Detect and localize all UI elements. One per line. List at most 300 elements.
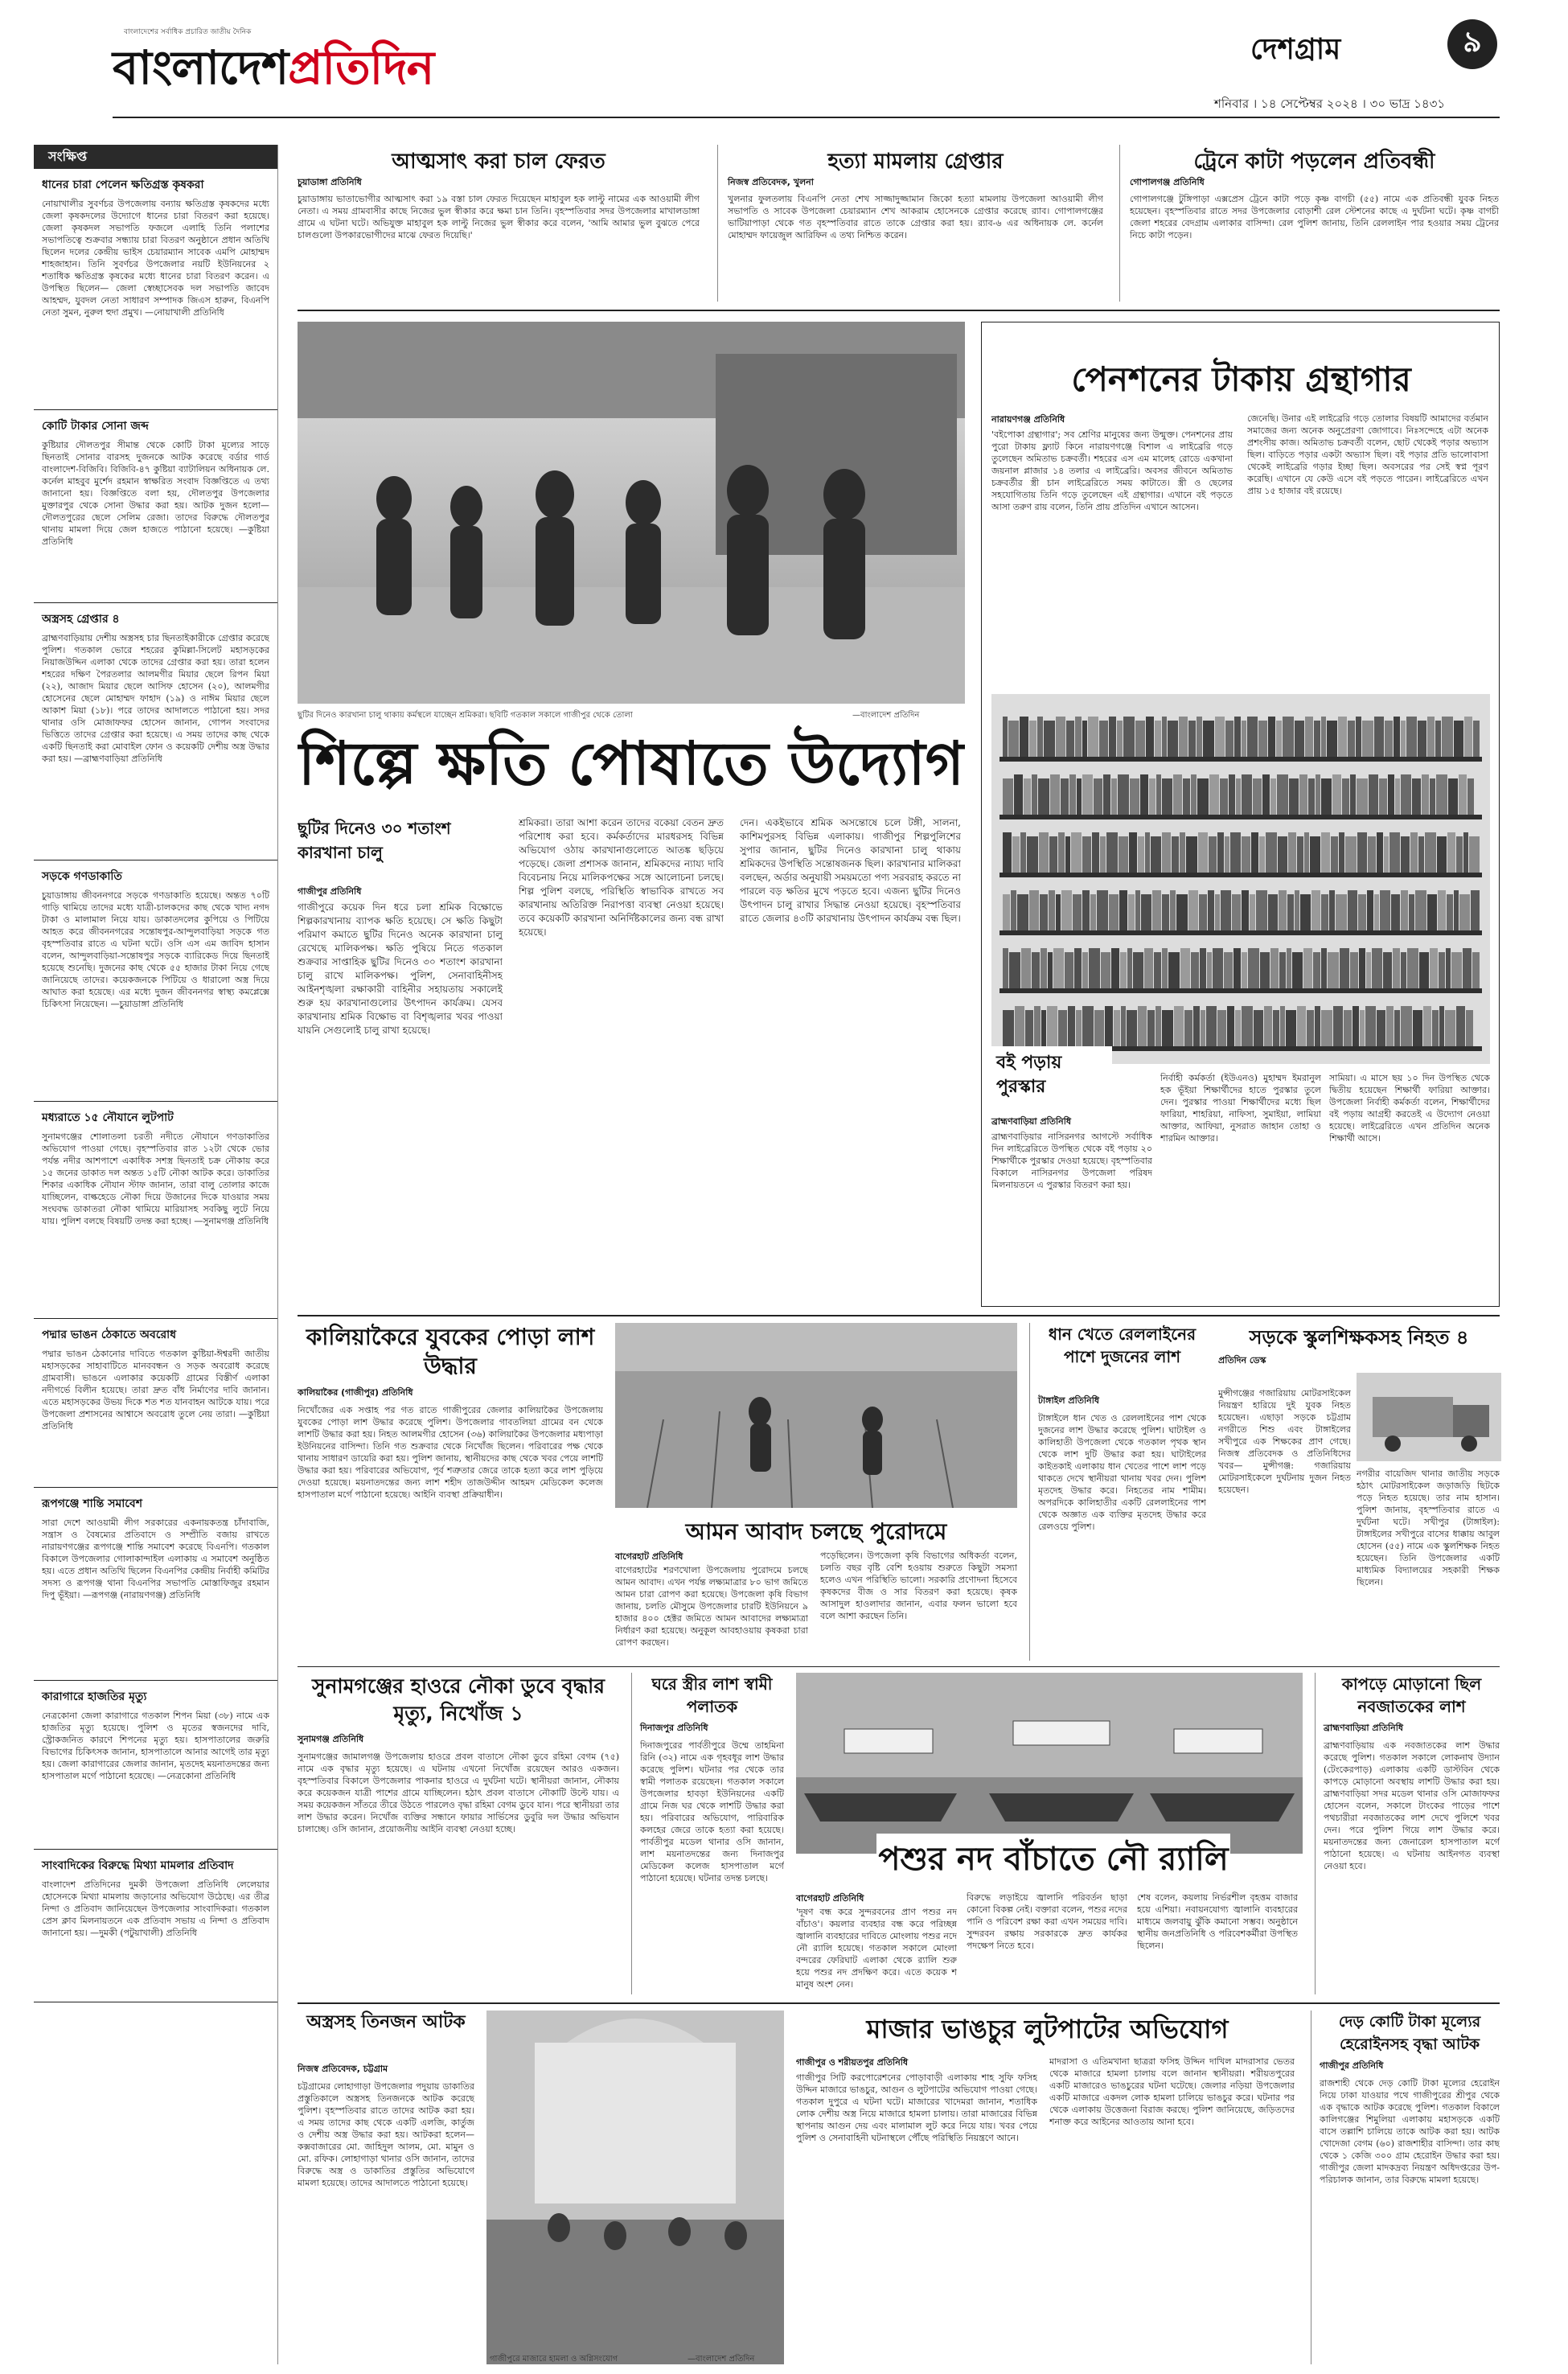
sidebar-header	[34, 145, 277, 169]
story-rally-title: পশুর নদ বাঁচাতে নৌ র‍্যালি	[876, 1834, 1230, 1885]
book-spine	[1111, 778, 1117, 815]
story-arms-body: চট্টগ্রামের লোহাগাড়া উপজেলার পদুয়ায় ডাকাতির প্রস্তুতিকালে অস্ত্রসহ তিনজনকে আটক করেছে পুলিশ। বৃহস্পতিবার রাতে তাদের আটক করা হয়। এ সময় তাদের কাছ থেকে একটি এলজি, কার্তুজ ও দেশীয় অস্ত্র উদ্ধার করা হয়। আটকরা হলেন— কক্সবাজারের মো. জাহিদুল আলম, মো. মামুন ও মো. রফিক। লোহাগাড়া থানার ওসি জানান, তাদের বিরুদ্ধে অস্ত্র ও ডাকাতির প্রস্তুতির অভিযোগে মামলা হয়েছে। তাদের আদালতে পাঠানো হয়েছে।	[298, 2081, 474, 2188]
book-spine	[1350, 774, 1356, 815]
book-spine	[1321, 948, 1327, 988]
top-story-1[interactable]	[298, 145, 700, 302]
book-spine	[1250, 894, 1255, 930]
sidebar-brief-body: সারা দেশে আওয়ামী লীগ সরকারের একনায়কতন্ত্র চাঁদাবাজি, সন্ত্রাস ও বৈষম্যের প্রতিবাদে ও সম্প্রীতি বজায় রাখতে নারায়ণগঞ্জের রূপগঞ্জে শান্তি সমাবেশ করেছে বিএনপি। গতকাল বিকালে উপজেলার গোলাকান্দাইল এলাকায় এ সমাবেশ অনুষ্ঠিত হয়। এতে প্রধান অতিথি ছিলেন বিএনপির কেন্দ্রীয় নির্বাহী কমিটির সদস্য ও রূপগঞ্জ থানা বিএনপির সভাপতি মোস্তাফিজুর রহমান দিপু ভূঁইয়া। —রূপগঞ্জ (নারায়ণগঞ্জ) প্রতিনিধি	[42, 1518, 269, 1600]
book-spine	[1032, 952, 1040, 988]
book-spine	[1061, 778, 1069, 815]
story-aman-body-1: বাগেরহাটের শরণখোলা উপজেলায় পুরোদমে চলছে আমন আবাদ। এখন পর্যন্ত লক্ষ্যমাত্রার ৮০ ভাগ জমিতে আমন চারা রোপণ করা হয়েছে। উপজেলা কৃষি বিভাগ জানায়, চলতি মৌসুমে উপজেলার চারটি ইউনিয়নে ৯ হাজার ৪০০ হেক্টর জমিতে আমন আবাদের লক্ষ্যমাত্রা নির্ধারণ করা হয়েছে। অনুকূল আবহাওয়ায় কৃষকরা চারা রোপণ করছেন।	[615, 1565, 808, 1648]
book-spine	[1401, 1006, 1412, 1046]
top-story-2[interactable]	[717, 145, 1103, 302]
book-spine	[1032, 774, 1037, 815]
book-spine	[1303, 948, 1312, 988]
book-spine	[1289, 778, 1299, 815]
shelf-plank	[999, 930, 1482, 935]
book-spine	[1082, 836, 1091, 873]
book-spine	[1277, 774, 1288, 815]
top-story-2-title: হত্যা মামলায় গ্রেপ্তার	[827, 150, 1004, 172]
book-spine	[1432, 1010, 1439, 1046]
lead-title: শিল্পে ক্ষতি পোষাতে উদ্যোগ	[298, 729, 965, 799]
book-spine	[1454, 721, 1463, 757]
book-spine	[1024, 778, 1031, 815]
library-body-1: 'বইপোকা গ্রন্থাগার'; সব শ্রেণির মানুষের জন্য উন্মুক্ত। পেনশনের প্রায় পুরো টাকায় ফ্ল্যাট কিনে নারায়ণগঞ্জে বিশাল এ লাইব্রেরি গড়ে তুলেছেন অমিতাভ চক্রবর্তী। শহরের এস এম মালেহ রোডে একখানা জয়নাল প্লাজার ১৪ তলার এ লাইব্রেরি। অবসর জীবনে অমিতাভ চক্রবর্তীর স্ত্রী চান লাইব্রেরিতে সময় কাটাতে। স্ত্রী ও ছেলের সহযোগিতায় তিনি গড়ে তুলেছেন এই গ্রন্থাগার। এখানে বই পড়তে আসা তরুণ রায় বলেন, তিনি প্রায় প্রতিদিন এখানে আসেন।	[991, 429, 1233, 512]
book-spine	[1073, 894, 1082, 930]
sidebar-brief-body: নোয়াখালীর সুবর্ণচর উপজেলায় বন্যায় ক্ষতিগ্রস্ত কৃষকদের মধ্যে জেলা কৃষকদলের উদ্যোগে ধানের চারা বিতরণ করা হয়েছে। জেলা কৃষকদল সভাপতি ফজলে এলাহি তিনি পলাশের সভাপতিত্বে শুক্রবার সন্ধ্যায় চারা বিতরণ অনুষ্ঠানে প্রধান অতিথি ছিলেন দলের কেন্দ্রীয় ভাইস চেয়ারম্যান সাবেক এমপি মোহাম্মদ শাহজাহান। তিনি সুবর্ণচর উপজেলার নয়টি ইউনিয়নের ২ শতাধিক ক্ষতিগ্রস্ত কৃষকের মধ্যে ধানের চারা বিতরণ করেন। এ উপস্থিত ছিলেন— জেলা স্বেচ্ছাসেবক দল সভাপতি জাবেদ আহম্মদ, যুবদল নেতা সাধারণ সম্পাদক জিএস হারুন, বিএনপি নেতা সুমন, নুরুল হুদা প্রমুখ। —নোয়াখালী প্রতিনিধি	[42, 199, 269, 318]
book-spine	[1020, 832, 1026, 873]
book-spine	[1374, 717, 1384, 757]
book-spine	[1264, 1006, 1272, 1046]
story-rally-body-3: শেষ বলেন, কয়লায় নির্ভরশীল বৃহত্তম বাজার হয়ে এশিয়া। নবায়নযোগ্য জ্বালানি ব্যবহারের মাধ্যমে জলবায়ু ঝুঁকি কমানো সম্ভব। অনুষ্ঠানে স্থানীয় জনপ্রতিনিধি ও পরিবেশকর্মীরা উপস্থিত ছিলেন।	[1137, 1892, 1298, 1951]
book-spine	[1310, 836, 1320, 873]
book-spine	[1056, 894, 1061, 930]
book-spine	[1279, 952, 1286, 988]
book-spine	[1188, 721, 1196, 757]
book-spine	[1374, 894, 1379, 930]
book-spine	[1401, 774, 1411, 815]
page-number-badge	[1447, 19, 1497, 69]
book-spine	[1198, 832, 1208, 873]
book-spine	[1372, 948, 1382, 988]
book-spine	[1391, 894, 1400, 930]
book-spine	[1140, 774, 1148, 815]
book-spine	[1358, 894, 1366, 930]
book-spine	[1437, 836, 1447, 873]
lead-photo-credit: —বাংলাদেশ প্রতিদিন	[852, 711, 920, 720]
book-spine	[1090, 894, 1096, 930]
book-spine	[1242, 1006, 1253, 1046]
book-spine	[1082, 1006, 1094, 1046]
book-spine	[1111, 948, 1119, 988]
sidebar-brief-body: চুয়াডাঙ্গায় জীবননগরে সড়কে গণডাকাতি হয়েছে। অন্তত ৭০টি গাড়ি থামিয়ে তাদের মধ্যে যাত্রী-চালকদের কাছ থেকে খাদ্য নগদ টাকা ও মালামাল নিয়ে যায়। ডাকাতদলের কুপিয়ে ও পিটিয়ে আহত করে জীবননগরের সন্তোষপুর-আন্দুলবাড়িয়া সড়কে গত বৃহস্পতিবার রাতে এ ঘটনা ঘটে। ওসি এস এম জাবিদ হাসান বলেন, আন্দুলবাড়িয়া-সন্তোষপুর সড়কে ব্যারিকেড দিয়ে ছিনতাই হয়েছে শুনেছি। দুজনের কাছ থেকে ৫৫ হাজার টাকা নিয়ে গেছে জানিয়েছে তাদের। কয়েকজনকে পিটিয়ে ও ধারালো অস্ত্র দিয়ে আঘাত করা হয়েছে। এর মধ্যে দুজন জীবননগর স্বাস্থ্য কমপ্লেক্সে চিকিৎসা নিয়েছেন। —চুয়াডাঙ্গা প্রতিনিধি	[42, 890, 269, 1009]
book-spine	[1278, 836, 1287, 873]
book-spine	[1344, 1010, 1352, 1046]
book-spine	[1393, 948, 1400, 988]
book-spine	[1041, 1010, 1046, 1046]
book-spine	[1466, 1010, 1473, 1046]
library-box[interactable]	[981, 322, 1500, 1307]
top-story-2-byline: নিজস্ব প্রতিবেদক, খুলনা	[728, 177, 814, 187]
book-spine	[1184, 1010, 1192, 1046]
book-spine	[1297, 1006, 1306, 1046]
book-spine	[1077, 778, 1082, 815]
book-spine	[1459, 894, 1470, 930]
sidebar-brief-body: নেত্রকোনা জেলা কারাগারে গতকাল শিপন মিয়া (৩৮) নামে এক হাজতির মৃত্যু হয়েছে। পুলিশ ও মৃতের স্বজনদের দাবি, স্ট্রোকজনিত কারণে শিপনের মৃত্যু হয়। হাসপাতালের জরুরি বিভাগের চিকিৎসক জানান, হাসপাতালে আনার আগেই তার মৃত্যু হয়। জেলা কারাগারের জেলার জানান, মৃতদেহ ময়নাতদন্তের জন্য হাসপাতাল মর্গে পাঠানো হয়েছে। —নেত্রকোনা প্রতিনিধি	[42, 1711, 269, 1781]
book-spine	[1321, 717, 1326, 757]
book-spine	[1003, 948, 1008, 988]
book-spine	[1447, 894, 1453, 930]
sidebar-brief[interactable]	[34, 860, 277, 1102]
book-spine	[1217, 1010, 1226, 1046]
story-mazar[interactable]	[486, 2011, 1299, 2364]
book-spine	[1242, 890, 1249, 930]
book-spine	[1162, 832, 1171, 873]
book-spine	[1438, 890, 1446, 930]
masthead-title-black: বাংলাদেশ	[113, 40, 289, 95]
top-stories-divider	[298, 310, 1500, 311]
library-sub-byline: ব্রাহ্মণবাড়িয়া প্রতিনিধি	[991, 1116, 1072, 1127]
story-rail-body: টাঙ্গাইলে ধান খেত ও রেললাইনের পাশ থেকে দুজনের লাশ উদ্ধার করেছে পুলিশ। ঘাটাইল ও কালিহাতী উপজেলা থেকে গতকাল পৃথক স্থান থেকে লাশ দুটি উদ্ধার করা হয়। ঘাটাইলের কাইতকাই এলাকায় ধান খেতের পাশে লাশ পড়ে থাকতে দেখে স্থানীয়রা থানায় খবর দেন। পুলিশ মৃতদেহ উদ্ধার করে। নিহতের নাম শামীম। অপরদিকে কালিহাতীর একটি রেললাইনের পাশ থেকে অজ্ঞাত এক ব্যক্তির মৃতদেহ উদ্ধার করে রেলওয়ে পুলিশ।	[1038, 1413, 1206, 1532]
book-spine	[1172, 836, 1179, 873]
book-spine	[1068, 1006, 1075, 1046]
story-arms[interactable]	[298, 2011, 474, 2364]
book-spine	[1058, 1010, 1067, 1046]
story-mazar-byline: গাজীপুর ও শরীয়তপুর প্রতিনিধি	[796, 2057, 909, 2068]
book-spine	[1436, 774, 1447, 815]
book-spine	[1254, 1010, 1263, 1046]
book-spine	[1439, 1006, 1444, 1046]
book-spine	[1034, 1006, 1041, 1046]
lead-story[interactable]	[298, 322, 965, 1311]
book-spine	[1155, 721, 1161, 757]
masthead-title-red: প্রতিদিন	[288, 40, 434, 95]
story-kaliakoir-byline: কালিয়াকৈর (গাজীপুর) প্রতিনিধি	[298, 1387, 413, 1398]
book-spine	[1407, 948, 1418, 988]
story-kafon-byline: ব্রাহ্মণবাড়িয়া প্রতিনিধি	[1324, 1723, 1404, 1733]
book-spine	[1040, 894, 1048, 930]
story-school-body-2: নগরীর বায়েজিদ থানার জাতীয় সড়কে হঠাৎ মোটরসাইকেল জড়াজড়ি ছিটকে পড়ে নিহত হয়েছে। তার নাম হাসান। পুলিশ জানায়, বৃহস্পতিবার রাতে এ দুর্ঘটনা ঘটে। সখীপুর (টাঙ্গাইল): টাঙ্গাইলের সখীপুরে বাসের ধাক্কায় আবুল হোসেন (৫৫) নামে এক স্কুলশিক্ষক নিহত হয়েছেন। তিনি উপজেলার একটি মাধ্যমিক বিদ্যালয়ের সহকারী শিক্ষক ছিলেন।	[1357, 1468, 1500, 1587]
book-spine	[1423, 1006, 1431, 1046]
book-spine	[1287, 894, 1294, 930]
book-spine	[1332, 774, 1341, 815]
story-wife[interactable]	[631, 1673, 784, 1994]
book-spine	[1012, 836, 1020, 873]
book-spine	[1014, 774, 1023, 815]
book-spine	[1384, 836, 1389, 873]
lead-photo[interactable]	[298, 322, 965, 704]
book-spine	[1446, 948, 1451, 988]
truck-photo[interactable]	[1357, 1373, 1501, 1461]
sidebar	[34, 145, 278, 2364]
book-spine	[1049, 836, 1057, 873]
book-spine	[1336, 894, 1347, 930]
book-spine	[1367, 890, 1373, 930]
book-spine	[1224, 952, 1233, 988]
book-spine	[1118, 774, 1129, 815]
book-spine	[1191, 952, 1199, 988]
book-spine	[1207, 952, 1212, 988]
book-spine	[1242, 836, 1250, 873]
sidebar-brief[interactable]	[34, 1488, 277, 1681]
book-spine	[1119, 836, 1128, 873]
book-spine	[1162, 778, 1172, 815]
book-spine	[1447, 832, 1455, 873]
sidebar-brief-title: কোটি টাকার সোনা জব্দ	[42, 420, 149, 433]
book-spine	[1029, 890, 1039, 930]
book-spine	[1307, 1010, 1314, 1046]
book-spine	[1295, 721, 1304, 757]
story-mazar-body-2: মাদরাসা ও এতিমখানা ছাত্ররা ফসিহ উদ্দিন দাখিল মাদরাসার ভেতর থেকে মাজারে হামলা চালায় বলে জানান স্থানীয়রা। শরীয়তপুরের একটি মাজারেও ভাঙচুরের ঘটনা ঘটেছে। জেলার নড়িয়া উপজেলার একটি মাজারে একদল লোক হামলা চালিয়ে ভাঙচুর করে। ঘটনার পর থেকে এলাকায় উত্তেজনা বিরাজ করছে। পুলিশ জানিয়েছে, জড়িতদের শনাক্ত করে আইনের আওতায় আনা হবে।	[1049, 2056, 1295, 2127]
story-kaliakoir[interactable]	[298, 1323, 603, 1661]
book-spine	[1297, 836, 1303, 873]
book-spine	[1089, 948, 1100, 988]
book-spine	[1209, 836, 1217, 873]
shelf-plank	[999, 757, 1482, 762]
book-spine	[1359, 948, 1365, 988]
book-spine	[1328, 952, 1339, 988]
sidebar-brief[interactable]	[34, 1319, 277, 1488]
book-spine	[1383, 952, 1392, 988]
book-spine	[1321, 1010, 1332, 1046]
sidebar-brief-title: মধ্যরাতে ১৫ নৌযানে লুটপাট	[42, 1111, 174, 1124]
story-school-byline: প্রতিদিন ডেস্ক	[1218, 1355, 1266, 1366]
top-story-3[interactable]	[1119, 145, 1499, 302]
book-spine	[1287, 948, 1291, 988]
book-spine	[1270, 948, 1279, 988]
story-kafon[interactable]	[1315, 1673, 1500, 1994]
story-mazar-body-1: গাজীপুর সিটি করপোরেশনের পোড়াবাড়ী এলাকায় শাহ সুফি ফসিহ উদ্দিন মাজারে ভাঙচুর, আগুন ও লুটপাটের অভিযোগ পাওয়া গেছে। গতকাল দুপুরে এ ঘটনা ঘটে। মাজারের খাদেমরা জানান, শতাধিক লোক দেশীয় অস্ত্র নিয়ে মাজারে হামলা চালায়। তারা মাজারের বিভিন্ন স্থাপনায় আগুন দেয় এবং মালামাল লুট করে নিয়ে যায়। খবর পেয়ে পুলিশ ও সেনাবাহিনী ঘটনাস্থলে পৌঁছে পরিস্থিতি নিয়ন্ত্রণে আনে।	[796, 2072, 1037, 2143]
book-spine	[1248, 948, 1259, 988]
book-spine	[1456, 836, 1463, 873]
shelf-plank	[999, 873, 1482, 877]
book-spine	[1149, 778, 1155, 815]
book-spine	[1412, 778, 1421, 815]
book-spine	[1232, 894, 1241, 930]
book-spine	[1082, 952, 1088, 988]
book-spine	[1329, 890, 1335, 930]
book-spine	[1260, 952, 1270, 988]
book-spine	[1017, 894, 1028, 930]
book-spine	[1135, 890, 1140, 930]
book-spine	[1377, 1010, 1385, 1046]
book-spine	[1230, 832, 1241, 873]
sidebar-brief[interactable]	[34, 410, 277, 603]
sidebar-brief-body: ব্রাহ্মণবাড়িয়ায় দেশীয় অস্ত্রসহ চার ছিনতাইকারীকে গ্রেপ্তার করেছে পুলিশ। গতকাল ভোরে শহরের কুমিল্লা-সিলেট মহাসড়কের নিয়াজউদ্দিন এলাকা থেকে তাদের গ্রেপ্তার করা হয়। তারা হলেন শহরের দক্ষিণ পৈরতলার আলমগীর মিয়ার ছেলে রিপন মিয়া (২২), আজাদ মিয়ার ছেলে আসিফ হোসেন (২০), আলমগীর হোসেনের ছেলে মোহাম্মদ ফাহাদ (১৯) ও নাঈম মিয়ার ছেলে আকাশ মিয়া (১৮)। পরে তাদের আদালতে পাঠানো হয়। সদর থানার ওসি মোজাফফর হোসেন জানান, গোপন সংবাদের ভিত্তিতে তাদের গ্রেপ্তার করা হয়েছে। এ সময় তাদের কাছ থেকে একটি ছিনতাই করা মোবাইল ফোন ও কয়েকটি দেশীয় অস্ত্র উদ্ধার করা হয়। —ব্রাহ্মণবাড়িয়া প্রতিনিধি	[42, 633, 269, 764]
book-spine	[1377, 832, 1383, 873]
book-spine	[1473, 721, 1480, 757]
book-spine	[1292, 952, 1303, 988]
book-spine	[1463, 832, 1468, 873]
book-spine	[1069, 774, 1076, 815]
library-photo[interactable]	[991, 694, 1490, 1064]
book-spine	[1208, 890, 1214, 930]
book-spine	[1003, 832, 1012, 873]
book-spine	[1109, 717, 1116, 757]
issue-date: শনিবার । ১৪ সেপ্টেম্বর ২০২৪ । ৩০ ভাদ্র ১৪৩১	[1214, 97, 1446, 111]
book-spine	[1053, 948, 1064, 988]
sidebar-brief-body: সুনামগঞ্জের শোলাতলা চরতী নদীতে নৌযানে গণডাকাতির অভিযোগ পাওয়া গেছে। বৃহস্পতিবার রাত ১২টা থেকে ভোর পর্যন্ত নদীর আশপাশে একাধিক সশস্ত্র ছিনতাই চক্র নৌকায় করে ১৫ জনের ডাকাত দল অন্তত ১৫টি নৌকা আটক করে। ডাকাতির শিকার একাধিক নৌযান স্টাফ জানান, তারা বালু তোলার কাজে যাচ্ছিলেন, বাল্কহেডে নৌকা দিয়ে উজানের দিকে যাওয়ার সময় সংঘবদ্ধ ডাকাতরা নৌকা থামিয়ে মারিয়াসহ সবকিছু লুটে নিয়ে যায়। পুলিশ বলছে বিষয়টি তদন্ত করা হচ্ছে। —সুনামগঞ্জ প্রতিনিধি	[42, 1132, 269, 1226]
book-spine	[1456, 1006, 1465, 1046]
book-spine	[1197, 717, 1202, 757]
mazar-photo[interactable]	[486, 2011, 784, 2364]
book-spine	[1394, 717, 1400, 757]
book-spine	[1300, 894, 1311, 930]
book-spine	[1227, 1006, 1234, 1046]
book-spine	[1360, 1010, 1365, 1046]
book-spine	[1311, 890, 1320, 930]
sidebar-brief-body: পদ্মার ভাঙন ঠেকানোর দাবিতে গতকাল কুষ্টিয়া-ঈশ্বরদী জাতীয় মহাসড়কের সাহাবাটিতে মানববন্ধন ও সড়ক অবরোধ করেছে গ্রামবাসী। ভাঙনে এলাকার কয়েকটি গ্রামের বিস্তীর্ণ এলাকা নদীগর্ভে বিলীন হয়েছে। তারা দ্রুত বাঁধ নির্মাণের দাবি জানান। এতে মহাসড়কের উভয় দিকে শত শত যানবাহন আটকে যায়। পরে উপজেলা প্রশাসনের আশ্বাসে অবরোধ তুলে নেয় তারা। —কুষ্টিয়া প্রতিনিধি	[42, 1349, 269, 1431]
sidebar-brief[interactable]	[34, 1681, 277, 1850]
book-spine	[1114, 1010, 1120, 1046]
book-spine	[1242, 952, 1247, 988]
book-spine	[1314, 721, 1320, 757]
masthead-title	[113, 39, 433, 97]
book-spine	[1242, 774, 1252, 815]
story-aman[interactable]	[615, 1323, 1017, 1661]
book-spine	[1109, 894, 1119, 930]
book-spine	[1049, 890, 1055, 930]
book-spine	[1369, 774, 1378, 815]
story-school-title: সড়কে স্কুলশিক্ষকসহ নিহত ৪	[1249, 1326, 1469, 1349]
book-spine	[1299, 774, 1307, 815]
book-spine	[1162, 1010, 1173, 1046]
book-spine	[1321, 894, 1328, 930]
book-spine	[1401, 721, 1406, 757]
book-spine	[1138, 1006, 1147, 1046]
book-spine	[1188, 890, 1198, 930]
book-spine	[1162, 894, 1169, 930]
book-spine	[1308, 778, 1315, 815]
book-spine	[1092, 832, 1099, 873]
book-spine	[1463, 948, 1472, 988]
book-spine	[1339, 832, 1344, 873]
book-spine	[1082, 890, 1090, 930]
book-spine	[1105, 1006, 1113, 1046]
book-spine	[1129, 832, 1137, 873]
book-spine	[1259, 836, 1265, 873]
book-spine	[1094, 778, 1102, 815]
book-spine	[1316, 774, 1320, 815]
book-spine	[1348, 890, 1357, 930]
book-spine	[1357, 832, 1367, 873]
book-spine	[1471, 890, 1480, 930]
book-spine	[1233, 948, 1241, 988]
book-spine	[1313, 952, 1320, 988]
lead-body-col-2: শ্রমিকরা। তারা আশা করেন তাদের বকেয়া বেতন দ্রুত পরিশোধ করা হবে। কর্মকর্তাদের মারধরসহ বিভিন্ন অভিযোগ ওঠায় কারখানাগুলোতে আতঙ্ক ছড়িয়ে পড়েছে। জেলা প্রশাসক জানান, শ্রমিকদের ন্যায্য দাবি বিবেচনায় নিয়ে মালিকপক্ষের সঙ্গে আলোচনা চলছে। শিল্প পুলিশ বলছে, পরিস্থিতি স্বাভাবিক রাখতে সব কারখানায় অতিরিক্ত নিরাপত্তা ব্যবস্থা নেওয়া হয়েছে। তবে কয়েকটি কারখানা অনির্দিষ্টকালের জন্য বন্ধ রাখা হয়েছে।	[519, 817, 724, 938]
sidebar-brief-body: বাংলাদেশ প্রতিদিনের দুমকী উপজেলা প্রতিনিধি লেলেয়ার হোসেনকে মিথ্যা মামলায় জড়ানোর অভিযোগ উঠেছে। এর তীব্র নিন্দা ও প্রতিবাদ জানিয়েছেন উপজেলার সাংবাদিকরা। গতকাল প্রেস ক্লাব মিলনায়তনে এক প্রতিবাদ সভায় এ নিন্দা ও প্রতিবাদ জানানো হয়। —দুমকী (পটুয়াখালী) প্রতিনিধি	[42, 1879, 269, 1938]
book-spine	[1173, 774, 1182, 815]
book-spine	[1011, 890, 1016, 930]
book-spine	[1229, 774, 1235, 815]
story-rally[interactable]	[796, 1673, 1303, 1994]
book-spine	[1120, 952, 1127, 988]
book-spine	[1015, 1006, 1024, 1046]
book-spine	[1201, 1010, 1205, 1046]
book-spine	[1037, 717, 1043, 757]
story-school[interactable]	[1218, 1323, 1500, 1661]
book-spine	[1058, 832, 1065, 873]
book-spine	[1088, 717, 1098, 757]
book-spine	[1082, 721, 1087, 757]
sidebar-brief[interactable]	[34, 169, 277, 410]
book-spine	[1331, 836, 1338, 873]
top-story-1-title: আত্মসাৎ করা চাল ফেরত	[392, 150, 605, 172]
book-spine	[1389, 832, 1400, 873]
book-spine	[1170, 890, 1176, 930]
book-spine	[1379, 778, 1387, 815]
book-spine	[1242, 721, 1246, 757]
book-spine	[1144, 948, 1153, 988]
book-spine	[1003, 778, 1013, 815]
book-spine	[1283, 717, 1294, 757]
book-spine	[1141, 894, 1151, 930]
book-spine	[1162, 717, 1167, 757]
book-spine	[1304, 832, 1309, 873]
story-heroin-title: দেড় কোটি টাকা মূল্যের হেরোইনসহ বৃদ্ধা আটক	[1338, 2013, 1481, 2053]
book-spine	[1101, 952, 1110, 988]
lead-photo-caption: ছুটির দিনেও কারখানা চালু থাকায় কর্মস্থলে যাচ্ছেন শ্রমিকরা। ছবিটি গতকাল সকালে গাজীপুর থেকে তোলা	[298, 711, 633, 720]
book-spine	[1253, 778, 1262, 815]
sidebar-brief[interactable]	[34, 1850, 277, 2002]
book-spine	[1427, 717, 1435, 757]
sidebar-brief[interactable]	[34, 1102, 277, 1319]
book-spine	[1280, 1006, 1285, 1046]
book-spine	[1155, 1006, 1161, 1046]
book-spine	[1220, 778, 1228, 815]
top-story-1-body: চুয়াডাঙ্গায় ভাতাভোগীর আত্মসাৎ করা ১৯ বস্তা চাল ফেরত দিয়েছেন মাহাবুল হক লাল্টু নামের এক আওয়ামী লীগ নেতা। এ সময় গ্রামবাসীর কাছে নিজের ভুল স্বীকার করে ক্ষমা চান তিনি। বৃহস্পতিবার সদর উপজেলার মাখালডাঙ্গা গ্রামে এ ঘটনা ঘটে। অভিযুক্ত মাহাবুল হক লাল্টু নিজের ভুল স্বীকার করে বলেন, 'আমি আমার ভুল বুঝতে পেরে চালগুলো উপকারভোগীদের মাঝে ফেরত দিয়েছি।'	[298, 194, 700, 240]
book-spine	[1168, 721, 1178, 757]
book-spine	[1133, 952, 1143, 988]
book-spine	[1448, 778, 1458, 815]
book-spine	[1209, 774, 1219, 815]
book-spine	[1183, 778, 1190, 815]
story-heroin-body: রাজশাহী থেকে দেড় কোটি টাকা মূল্যের হেরোইন নিয়ে ঢাকা যাওয়ার পথে গাজীপুরের শ্রীপুর থেকে এক বৃদ্ধাকে আটক করেছে পুলিশ। গতকাল বিকালে কালিগঞ্জের শিমুলিয়া এলাকায় মহাসড়কে একটি বাসে তল্লাশি চালিয়ে তাকে আটক করা হয়। আটক খোদেজা বেগম (৬০) রাজশাহীর বাসিন্দা। তার কাছ থেকে ১ কেজি ৩০০ গ্রাম হেরোইন উদ্ধার করা হয়। গাজীপুর জেলা মাদকদ্রব্য নিয়ন্ত্রণ অধিদপ্তরের উপ-পরিচালক জানান, তার বিরুদ্ধে মামলা হয়েছে।	[1320, 2078, 1500, 2185]
book-spine	[1345, 836, 1357, 873]
rally-photo[interactable]	[796, 1673, 1303, 1854]
book-spine	[1206, 1006, 1217, 1046]
book-spine	[1074, 948, 1082, 988]
sidebar-brief[interactable]	[34, 603, 277, 860]
book-spine	[1268, 717, 1275, 757]
book-spine	[1251, 832, 1258, 873]
story-sunamganj[interactable]	[298, 1673, 619, 1994]
story-rail[interactable]	[1029, 1323, 1206, 1661]
library-sub-body-3: সামিয়া। এ মাসে ছয় ১০ দিন উপস্থিত থেকে দ্বিতীয় হয়েছেন শিক্ষার্থী ফারিয়া আক্তার। উপজেলা নির্বাহী কর্মকর্তা বলেন, শিক্ষার্থীদের বই পড়ায় আগ্রহী করতেই এ উদ্যোগ নেওয়া হয়েছে। লাইব্রেরিতে এখন প্রতিদিন অনেক শিক্ষার্থী আসে।	[1329, 1073, 1490, 1144]
library-sub-body-1: ব্রাহ্মণবাড়িয়ার নাসিরনগর আগস্টে সর্বাধিক দিন লাইব্রেরিতে উপস্থিত থেকে বই পড়ায় ২০ শিক্ষার্থীকে পুরস্কার দেওয়া হয়েছে। বৃহস্পতিবার বিকালে নাসিরনগর উপজেলা পরিষদ মিলনায়তনে এ পুরস্কার বিতরণ করা হয়।	[991, 1132, 1152, 1190]
book-spine	[1186, 836, 1197, 873]
book-spine	[1268, 894, 1278, 930]
sidebar-brief-title: রূপগঞ্জে শান্তি সমাবেশ	[42, 1497, 142, 1510]
book-spine	[1365, 1006, 1376, 1046]
book-spine	[1191, 774, 1197, 815]
story-heroin[interactable]	[1311, 2011, 1500, 2364]
sidebar-brief-body: কুষ্টিয়ার দৌলতপুর সীমান্ত থেকে কোটি টাকা মূল্যের সাড়ে ছিনতাই সোনার বারসহ দুজনকে আটক করেছে বর্ডার গার্ড বাংলাদেশ-বিজিবি। বিজিবি-৪৭ কুষ্টিয়া ব্যাটালিয়ন অধিনায়ক লে. কর্নেল মাহবুব মুর্শেদ রহমান স্বাক্ষরিত সংবাদ বিজ্ঞপ্তিতে এ তথ্য জানানো হয়। বিজ্ঞপ্তিতে বলা হয়, দৌলতপুর উপজেলার মুক্তারপুর থেকে সোনা উদ্ধার করা হয়। আটক দুজন হলো— দৌলতপুরের ছেলে সেলিম রেজা। তাদের বিরুদ্ধে দৌলতপুর থানায় মামলা দিয়ে জেল হাজতে পাঠানো হয়েছে। —কুষ্টিয়া প্রতিনিধি	[42, 440, 269, 547]
book-spine	[1162, 948, 1168, 988]
book-spine	[1200, 948, 1206, 988]
story-school-body-1: মুন্সীগঞ্জের গজারিয়ায় মোটরসাইকেল নিয়ন্ত্রণ হারিয়ে দুই যুবক নিহত হয়েছেন। এছাড়া সড়কে চট্টগ্রাম নগরীতে শিশু এবং টাঙ্গাইলের সখীপুরে এক শিক্ষকের প্রাণ গেছে। নিজস্ব প্রতিবেদক ও প্রতিনিধিদের খবর— মুন্সীগঞ্জ: গজারিয়ায় মোটরসাইকেলে দুর্ঘটনায় দুজন নিহত হয়েছেন।	[1218, 1388, 1351, 1495]
library-byline: নারায়ণগঞ্জ প্রতিনিধি	[991, 414, 1065, 425]
book-spine	[1295, 890, 1299, 930]
book-spine	[1279, 890, 1287, 930]
book-spine	[1472, 952, 1480, 988]
book-spine	[1262, 774, 1270, 815]
book-spine	[1425, 832, 1436, 873]
section-name: দেশগ্রাম	[1250, 33, 1341, 66]
book-spine	[1197, 778, 1209, 815]
book-spine	[1236, 778, 1241, 815]
book-spine	[1258, 721, 1267, 757]
book-spine	[1442, 717, 1453, 757]
masthead-logo[interactable]	[113, 16, 434, 109]
book-spine	[1357, 778, 1368, 815]
shelf-plank	[999, 815, 1482, 819]
book-spine	[1451, 952, 1462, 988]
aman-photo[interactable]	[615, 1323, 1017, 1508]
book-spine	[1225, 836, 1229, 873]
book-spine	[1066, 721, 1074, 757]
book-spine	[1082, 774, 1093, 815]
library-title: পেনশনের টাকায় গ্রন্থাগার	[1071, 359, 1411, 399]
book-spine	[1321, 832, 1330, 873]
book-spine	[1406, 717, 1417, 757]
book-spine	[1020, 717, 1028, 757]
top-story-3-title: ট্রেনে কাটা পড়লেন প্রতিবন্ধী	[1193, 150, 1435, 172]
book-spine	[1071, 832, 1082, 873]
library-body-2: জেনেছি। উনার এই লাইব্রেরি গড়ে তোলার বিষয়টি আমাদের বর্তমান সমাজের জন্য অনেক অনুপ্রেরণা জোগাবে। নিঃসন্দেহে এটা অনেক প্রশংসীয় কাজ। অমিতাভ চক্রবর্তী বলেন, ছোট থেকেই পড়ার অভ্যাস ছিল। বাড়িতে পড়ার একটা অভ্যাস ছিল। বই পড়ার প্রতি ভালোবাসা থেকেই লাইব্রেরি গড়ার ইচ্ছা ছিল। অবসরের পর সেই স্বপ্ন পূরণ করেছি। এখানে যে কেউ এসে বই পড়তে পারেন। লাইব্রেরিতে এখন প্রায় ১৫ হাজার বই রয়েছে।	[1247, 413, 1488, 496]
story-kaliakoir-body: নিখোঁজের এক সপ্তাহ পর গত রাতে গাজীপুরের জেলার কালিয়াকৈর উপজেলায় যুবকের পোড়া লাশ উদ্ধার করেছে পুলিশ। উপজেলার গাবতলিয়া গ্রামের বন থেকে লাশটি উদ্ধার করা হয়। নিহত আলমগীর হোসেন (৩৬) কালিয়াকৈর উপজেলার মধ্যপাড়া ইউনিয়নের বাসিন্দা। তিনি গত শুক্রবার থেকে নিখোঁজ ছিলেন। পরিবারের পক্ষ থেকে থানায় সাধারণ ডায়েরি করা হয়। পুলিশ জানায়, স্থানীয়দের কাছ থেকে খবর পেয়ে লাশটি উদ্ধার করা হয়। পরিবারের অভিযোগ, পূর্ব শত্রুতার জেরে তাকে হত্যা করে লাশ পুড়িয়ে দেওয়া হয়েছে। ময়নাতদন্তের জন্য লাশ শহীদ তাজউদ্দীন আহমদ মেডিকেল কলেজ হাসপাতাল মর্গে পাঠানো হয়েছে। আইনি ব্যবস্থা প্রক্রিয়াধীন।	[298, 1405, 603, 1500]
sidebar-brief-title: সড়কে গণডাকাতি	[42, 870, 122, 883]
